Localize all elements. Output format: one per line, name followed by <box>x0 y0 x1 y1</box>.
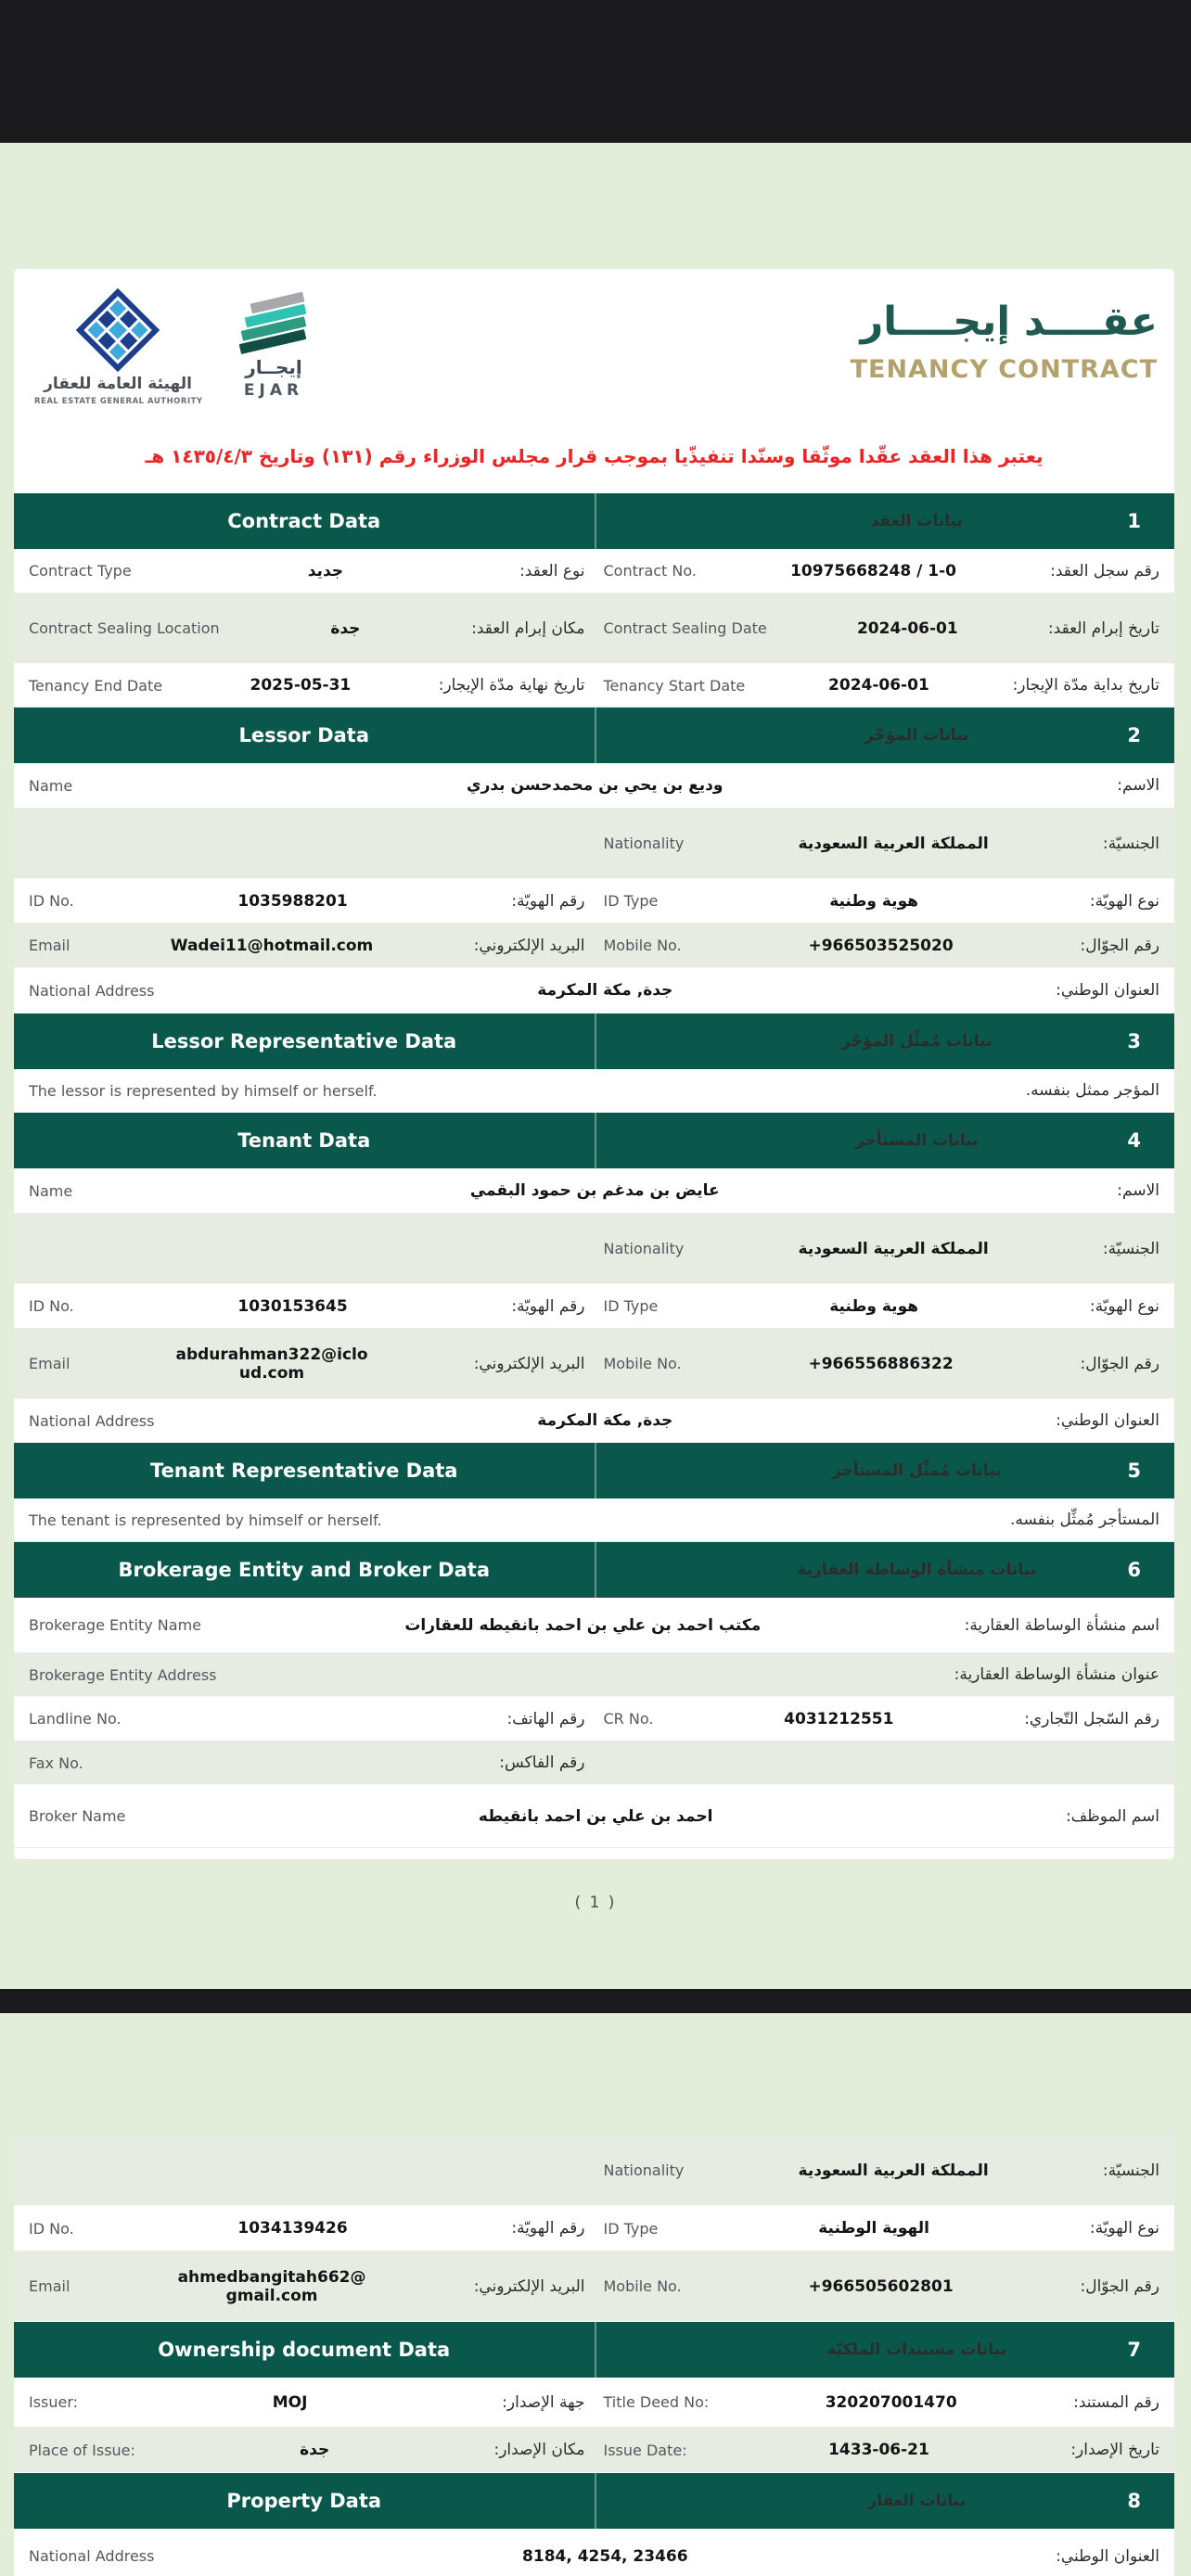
title-deed-no-en-label: Title Deed No: <box>603 2393 710 2411</box>
tenant-email-text: abdurahman322@icloud.com <box>175 1345 368 1383</box>
logos-block <box>34 295 318 406</box>
tenant-rep-statement-en: The tenant is represented by himself or herself. <box>29 1511 382 1529</box>
header-divider <box>595 1443 596 1498</box>
tenant-nationality-value <box>684 1240 1102 1258</box>
contract-type-en-label: Contract Type <box>29 562 132 580</box>
section-8-title-en: Property Data <box>226 2490 382 2512</box>
broker-nationality-value <box>684 2162 1102 2180</box>
contract-no-en-label: Contract No. <box>603 562 697 580</box>
contract-type-cell <box>14 549 595 593</box>
sealing-location-cell <box>14 593 595 663</box>
property-address-cell <box>14 2529 1174 2576</box>
section-4-title-en: Tenant Data <box>237 1129 371 1152</box>
title-deed-no-value: 320207001470 <box>825 2392 957 2412</box>
contract-page-2 <box>14 2136 1174 2576</box>
contract-no-cell <box>595 549 1175 593</box>
empty-cell <box>14 2136 595 2205</box>
lessor-nationality-text: المملكة العربية السعودية <box>798 834 989 853</box>
row-lessor-address <box>14 968 1174 1014</box>
cr-no-ar-label: رقم السّجل التّجاري: <box>1024 1709 1159 1728</box>
row-sealing <box>14 593 1174 664</box>
broker-id-no-ar-label: رقم الهويّة: <box>511 2219 585 2238</box>
contract-type-value: جديد <box>307 561 344 580</box>
broker-nationality-cell <box>595 2136 1175 2205</box>
doc-title-english: TENANCY CONTRACT <box>850 355 1158 385</box>
fax-ar-label: رقم الفاكس: <box>499 1753 585 1772</box>
tenant-nationality-text: المملكة العربية السعودية <box>798 1239 989 1258</box>
row-lessor-rep-statement <box>14 1069 1174 1113</box>
lessor-address-ar-label: العنوان الوطني: <box>1056 981 1159 1000</box>
sealing-location-en-label: Contract Sealing Location <box>29 619 220 637</box>
lessor-email-ar-label: البريد الإلكتروني: <box>473 936 585 955</box>
issue-date-cell <box>595 2428 1175 2472</box>
section-1-header <box>14 493 1174 549</box>
start-date-en-label: Tenancy Start Date <box>603 676 746 695</box>
lessor-id-no-value: 1035988201 <box>237 891 348 911</box>
landline-ar-label: رقم الهاتف: <box>506 1709 585 1728</box>
fax-en-label: Fax No. <box>29 1753 83 1772</box>
landline-en-label: Landline No. <box>29 1710 122 1728</box>
section-7-number: 7 <box>1127 2339 1141 2361</box>
rega-logo <box>34 295 201 406</box>
end-date-cell <box>14 664 595 707</box>
row-tenant-name <box>14 1168 1174 1214</box>
section-5-title-en: Tenant Representative Data <box>150 1460 458 1482</box>
broker-email-ar-label: البريد الإلكتروني: <box>473 2276 585 2296</box>
row-lessor-name <box>14 763 1174 809</box>
tenant-nationality-en-label: Nationality <box>603 1240 685 1257</box>
end-date-en-label: Tenancy End Date <box>29 676 163 695</box>
lessor-rep-statement-cell <box>14 1069 1174 1112</box>
empty-cell <box>14 809 595 878</box>
property-address-value: 8184, 4254, 23466 <box>522 2546 688 2566</box>
cr-no-value: 4031212551 <box>784 1709 894 1728</box>
broker-mobile-cell <box>595 2251 1175 2321</box>
lessor-address-en-label: National Address <box>29 981 155 1000</box>
broker-id-no-cell <box>14 2206 595 2251</box>
document-header <box>14 269 1174 432</box>
tenant-id-type-cell <box>595 1284 1175 1328</box>
broker-mobile-value: +966505602801 <box>808 2276 954 2296</box>
tenant-address-ar-label: العنوان الوطني: <box>1056 1411 1159 1430</box>
header-divider <box>595 493 596 549</box>
tenant-rep-statement-ar: المستأجر مُمثِّل بنفسه. <box>1010 1511 1159 1529</box>
section-4-header <box>14 1113 1174 1168</box>
sealing-date-value: 2024-06-01 <box>856 618 958 638</box>
row-title-deed <box>14 2378 1174 2428</box>
ejar-name-arabic: إيجــار <box>245 356 302 378</box>
section-5-number: 5 <box>1127 1460 1141 1482</box>
rega-diamond-icon <box>76 288 160 373</box>
row-broker-name <box>14 1785 1174 1848</box>
lessor-id-type-value: هوية وطنية <box>829 891 919 911</box>
section-6-title-en: Brokerage Entity and Broker Data <box>118 1559 490 1581</box>
issue-date-value: 1433-06-21 <box>828 2441 929 2459</box>
lessor-name-en-label: Name <box>29 776 73 795</box>
header-divider <box>595 1542 596 1598</box>
lessor-rep-statement-ar: المؤجر ممثل بنفسه. <box>1025 1081 1159 1100</box>
cr-no-cell <box>595 1697 1175 1741</box>
document-titles <box>851 295 1165 384</box>
section-7-title-ar: بيانات مستندات الملكيّة <box>826 2340 1007 2359</box>
tenant-mobile-ar-label: رقم الجوّال: <box>1080 1354 1159 1373</box>
section-4-number: 4 <box>1127 1129 1141 1152</box>
end-date-value: 2025-05-31 <box>250 676 352 695</box>
issue-date-ar-label: تاريخ الإصدار: <box>1070 2441 1159 2459</box>
section-5-header <box>14 1443 1174 1498</box>
section-3-title-en: Lessor Representative Data <box>151 1030 457 1052</box>
section-4-title-ar: بيانات المستأجر <box>854 1131 979 1150</box>
row-broker-id <box>14 2206 1174 2251</box>
page-divider-bar <box>0 1989 1191 2013</box>
tenant-nationality-cell <box>595 1214 1175 1283</box>
lessor-id-type-cell <box>595 879 1175 923</box>
broker-name-value: احمد بن علي بن احمد بانقيطه <box>478 1806 713 1826</box>
tenant-mobile-cell <box>595 1329 1175 1398</box>
issuer-ar-label: جهة الإصدار: <box>502 2392 585 2412</box>
section-6-header <box>14 1542 1174 1598</box>
place-of-issue-value: جدة <box>300 2441 330 2459</box>
issuer-cell <box>14 2378 595 2427</box>
lessor-mobile-ar-label: رقم الجوّال: <box>1080 936 1159 955</box>
tenant-name-en-label: Name <box>29 1181 73 1200</box>
entity-name-ar-label: اسم منشأة الوساطة العقارية: <box>964 1615 1159 1635</box>
ejar-logo <box>229 295 318 400</box>
section-6-title-ar: بيانات منشأة الوساطة العقارية <box>797 1561 1037 1579</box>
header-divider <box>595 708 596 763</box>
lessor-id-type-en-label: ID Type <box>603 892 659 910</box>
broker-nationality-text: المملكة العربية السعودية <box>798 2161 989 2180</box>
row-tenant-address <box>14 1399 1174 1443</box>
empty-cell <box>595 1741 1175 1784</box>
broker-nationality-ar-label: الجنسيّة: <box>1102 2161 1159 2180</box>
row-broker-contact <box>14 2251 1174 2322</box>
title-deed-no-cell <box>595 2378 1175 2427</box>
section-2-title-en: Lessor Data <box>238 724 370 746</box>
landline-cell <box>14 1697 595 1741</box>
entity-address-cell <box>14 1653 1174 1696</box>
place-of-issue-ar-label: مكان الإصدار: <box>493 2441 585 2459</box>
title-deed-no-ar-label: رقم المستند: <box>1073 2392 1159 2412</box>
lessor-nationality-ar-label: الجنسيّة: <box>1102 834 1159 853</box>
row-fax <box>14 1741 1174 1785</box>
tenant-email-value <box>70 1345 473 1383</box>
lessor-id-type-ar-label: نوع الهويّة: <box>1089 891 1159 911</box>
broker-name-en-label: Broker Name <box>29 1807 126 1825</box>
lessor-name-ar-label: الاسم: <box>1117 776 1159 795</box>
section-1-number: 1 <box>1127 510 1141 532</box>
section-6-number: 6 <box>1127 1559 1141 1581</box>
lessor-id-no-en-label: ID No. <box>29 892 74 910</box>
lessor-name-cell <box>14 763 1174 808</box>
broker-id-type-en-label: ID Type <box>603 2219 659 2238</box>
top-black-bar <box>0 0 1191 143</box>
header-divider <box>595 2322 596 2378</box>
ejar-stripes-icon <box>237 295 310 351</box>
tenant-address-en-label: National Address <box>29 1411 155 1430</box>
section-2-header <box>14 708 1174 763</box>
section-3-header <box>14 1014 1174 1069</box>
empty-cell <box>14 1214 595 1283</box>
tenant-id-no-cell <box>14 1284 595 1328</box>
tenant-id-type-value: هوية وطنية <box>829 1296 919 1316</box>
entity-name-cell <box>14 1598 1174 1652</box>
tenant-name-cell <box>14 1168 1174 1213</box>
lessor-nationality-en-label: Nationality <box>603 835 685 852</box>
contract-no-ar-label: رقم سجل العقد: <box>1050 561 1159 580</box>
cr-no-en-label: CR No. <box>603 1710 654 1728</box>
section-7-header <box>14 2322 1174 2378</box>
broker-mobile-en-label: Mobile No. <box>603 2277 682 2295</box>
broker-email-cell <box>14 2251 595 2321</box>
fax-cell <box>14 1741 595 1784</box>
tenant-id-type-en-label: ID Type <box>603 1297 659 1315</box>
end-date-ar-label: تاريخ نهاية مدّة الإيجار: <box>438 676 585 695</box>
start-date-ar-label: تاريخ بداية مدّة الإيجار: <box>1012 676 1159 695</box>
issuer-value: MOJ <box>272 2392 308 2412</box>
tenant-mobile-en-label: Mobile No. <box>603 1355 682 1372</box>
tenant-email-cell <box>14 1329 595 1398</box>
lessor-nationality-value <box>684 835 1102 853</box>
sealing-date-cell <box>595 593 1175 663</box>
property-address-en-label: National Address <box>29 2547 155 2565</box>
tenant-id-type-ar-label: نوع الهويّة: <box>1089 1296 1159 1316</box>
row-lessor-nationality <box>14 809 1174 879</box>
row-tenant-id <box>14 1284 1174 1329</box>
lessor-mobile-en-label: Mobile No. <box>603 937 682 954</box>
row-tenant-nationality <box>14 1214 1174 1284</box>
sealing-date-ar-label: تاريخ إبرام العقد: <box>1047 618 1159 638</box>
place-of-issue-en-label: Place of Issue: <box>29 2441 135 2459</box>
legal-disclaimer: يعتبر هذا العقد عقّدا موثّقا وسنّدا تنفيذّيا بموجب قرار مجلس الوزراء رقم (١٣١) وتاريخ ١٤٣٥/٤/٣ هـ <box>145 445 1044 467</box>
lessor-rep-statement-en: The lessor is represented by himself or herself. <box>29 1081 378 1100</box>
section-2-title-ar: بيانات المؤجّر <box>864 726 969 745</box>
tenant-mobile-value: +966556886322 <box>808 1354 954 1373</box>
tenant-id-no-ar-label: رقم الهويّة: <box>511 1296 585 1316</box>
lessor-mobile-value: +966503525020 <box>808 936 954 955</box>
tenant-address-value: جدة, مكة المكرمة <box>537 1411 673 1430</box>
row-lessor-id <box>14 879 1174 924</box>
row-contract-no <box>14 549 1174 593</box>
section-8-number: 8 <box>1127 2490 1141 2512</box>
broker-email-value <box>70 2268 473 2305</box>
ejar-name-english: EJAR <box>243 381 304 400</box>
row-tenancy-dates <box>14 664 1174 708</box>
doc-title-arabic: عقــــد إيجــــار <box>860 299 1158 345</box>
sealing-date-en-label: Contract Sealing Date <box>603 619 767 637</box>
lessor-email-cell <box>14 924 595 967</box>
row-tenant-contact <box>14 1329 1174 1399</box>
broker-id-no-en-label: ID No. <box>29 2219 74 2238</box>
lessor-address-cell <box>14 968 1174 1013</box>
broker-id-no-value: 1034139426 <box>237 2219 348 2238</box>
tenant-rep-statement-cell <box>14 1498 1174 1541</box>
tenant-name-value: عايض بن مدغم بن حمود البقمي <box>469 1181 720 1200</box>
contract-no-value: 10975668248 / 1-0 <box>790 561 956 580</box>
start-date-value: 2024-06-01 <box>828 676 929 695</box>
sealing-location-ar-label: مكان إبرام العقد: <box>471 618 585 638</box>
broker-nationality-en-label: Nationality <box>603 2162 685 2179</box>
tenant-address-cell <box>14 1399 1174 1442</box>
broker-name-ar-label: اسم الموظف: <box>1065 1806 1159 1826</box>
place-of-issue-cell <box>14 2428 595 2472</box>
rega-name-arabic: الهيئة العامة للعقار <box>44 375 192 393</box>
section-5-title-ar: بيانات مُمثِّل المستأجر <box>832 1461 1002 1480</box>
broker-email-en-label: Email <box>29 2277 70 2295</box>
lessor-id-no-cell <box>14 879 595 923</box>
entity-address-en-label: Brokerage Entity Address <box>29 1665 217 1684</box>
broker-mobile-ar-label: رقم الجوّال: <box>1080 2276 1159 2296</box>
issue-date-en-label: Issue Date: <box>603 2441 687 2459</box>
sealing-location-value: جدة <box>330 618 361 638</box>
broker-email-text: ahmedbangitah662@gmail.com <box>177 2267 366 2305</box>
section-1-title-ar: بيانات العقد <box>870 512 963 530</box>
property-address-ar-label: العنوان الوطني: <box>1056 2546 1159 2566</box>
header-divider <box>595 2473 596 2529</box>
lessor-id-no-ar-label: رقم الهويّة: <box>511 891 585 911</box>
lessor-mobile-cell <box>595 924 1175 967</box>
contract-type-ar-label: نوع العقد: <box>519 561 585 580</box>
header-divider <box>595 1014 596 1069</box>
entity-address-ar-label: عنوان منشأة الوساطة العقارية: <box>954 1665 1159 1684</box>
section-3-number: 3 <box>1127 1030 1141 1052</box>
tenant-id-no-en-label: ID No. <box>29 1297 74 1315</box>
row-tenant-rep-statement <box>14 1498 1174 1542</box>
broker-id-type-value: الهوية الوطنية <box>818 2219 929 2238</box>
tenant-nationality-ar-label: الجنسيّة: <box>1102 1239 1159 1258</box>
issuer-en-label: Issuer: <box>29 2393 79 2411</box>
section-2-number: 2 <box>1127 724 1141 746</box>
lessor-name-value: وديع بن يحي بن محمدحسن بدري <box>466 776 724 795</box>
broker-id-type-cell <box>595 2206 1175 2251</box>
lessor-address-value: جدة, مكة المكرمة <box>537 981 673 1000</box>
row-entity-name <box>14 1598 1174 1653</box>
section-3-title-ar: بيانات مُمثِّل المؤجّر <box>840 1032 992 1051</box>
lessor-nationality-cell <box>595 809 1175 878</box>
section-1-title-en: Contract Data <box>227 510 381 532</box>
section-8-title-ar: بيانات العقار <box>867 2492 967 2510</box>
rega-name-english: REAL ESTATE GENERAL AUTHORITY <box>34 397 203 406</box>
row-cr-landline <box>14 1697 1174 1741</box>
lessor-email-en-label: Email <box>29 937 70 954</box>
entity-name-en-label: Brokerage Entity Name <box>29 1616 201 1634</box>
header-divider <box>595 1113 596 1168</box>
row-broker-nationality <box>14 2136 1174 2206</box>
row-entity-address <box>14 1653 1174 1697</box>
tenant-id-no-value: 1030153645 <box>237 1296 348 1316</box>
broker-id-type-ar-label: نوع الهويّة: <box>1089 2219 1159 2238</box>
row-issue <box>14 2428 1174 2473</box>
tenant-email-en-label: Email <box>29 1355 70 1372</box>
section-7-title-en: Ownership document Data <box>158 2339 451 2361</box>
row-lessor-contact <box>14 924 1174 968</box>
section-8-header <box>14 2473 1174 2529</box>
row-property-address <box>14 2529 1174 2576</box>
page-number: ( 1 ) <box>574 1894 617 1912</box>
contract-page-1 <box>14 269 1174 1859</box>
entity-name-value: مكتب احمد بن علي بن احمد بانقيطه للعقارات <box>404 1615 762 1635</box>
tenant-email-ar-label: البريد الإلكتروني: <box>473 1354 585 1373</box>
start-date-cell <box>595 664 1175 707</box>
lessor-email-value: Wadei11@hotmail.com <box>170 936 374 955</box>
tenant-name-ar-label: الاسم: <box>1117 1181 1159 1200</box>
broker-name-cell <box>14 1785 1174 1847</box>
